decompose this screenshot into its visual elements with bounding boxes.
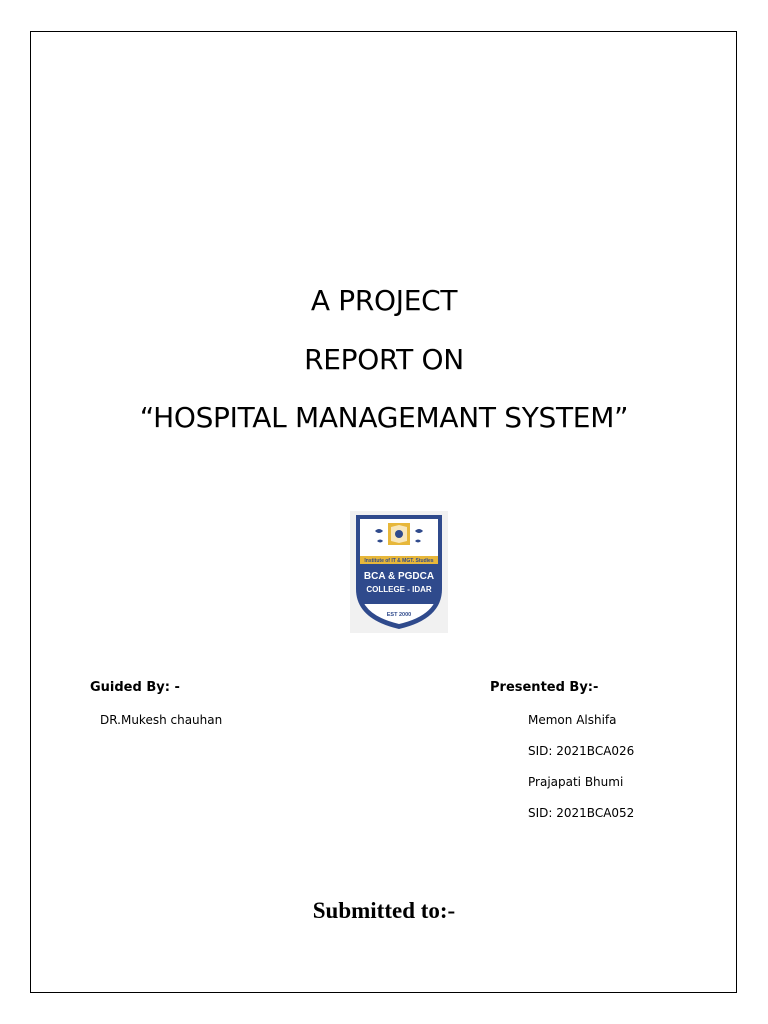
guided-by-label: Guided By: - [90,680,180,695]
college-shield-icon [350,511,448,633]
presented-by-label: Presented By:- [490,680,599,695]
presenter-line: Memon Alshifa [528,713,617,727]
guide-name: DR.Mukesh chauhan [100,713,223,727]
presenter-line: Prajapati Bhumi [528,775,624,789]
submitted-to-heading: Submitted to:- [312,898,456,923]
title-line-2: REPORT ON [304,343,464,376]
logo-college-line2: COLLEGE - IDAR [366,585,432,594]
logo-est-text: EST 2000 [386,612,412,618]
presenter-line: SID: 2021BCA026 [528,744,635,758]
logo-college-line1: BCA & PGDCA [363,571,435,582]
presenter-line: SID: 2021BCA052 [528,806,635,820]
title-line-1: A PROJECT [310,284,458,317]
college-logo [350,511,448,633]
project-title: “HOSPITAL MANAGEMANT SYSTEM” [139,401,629,434]
logo-institute-text: Institute of IT & MGT. Studies [364,558,434,564]
